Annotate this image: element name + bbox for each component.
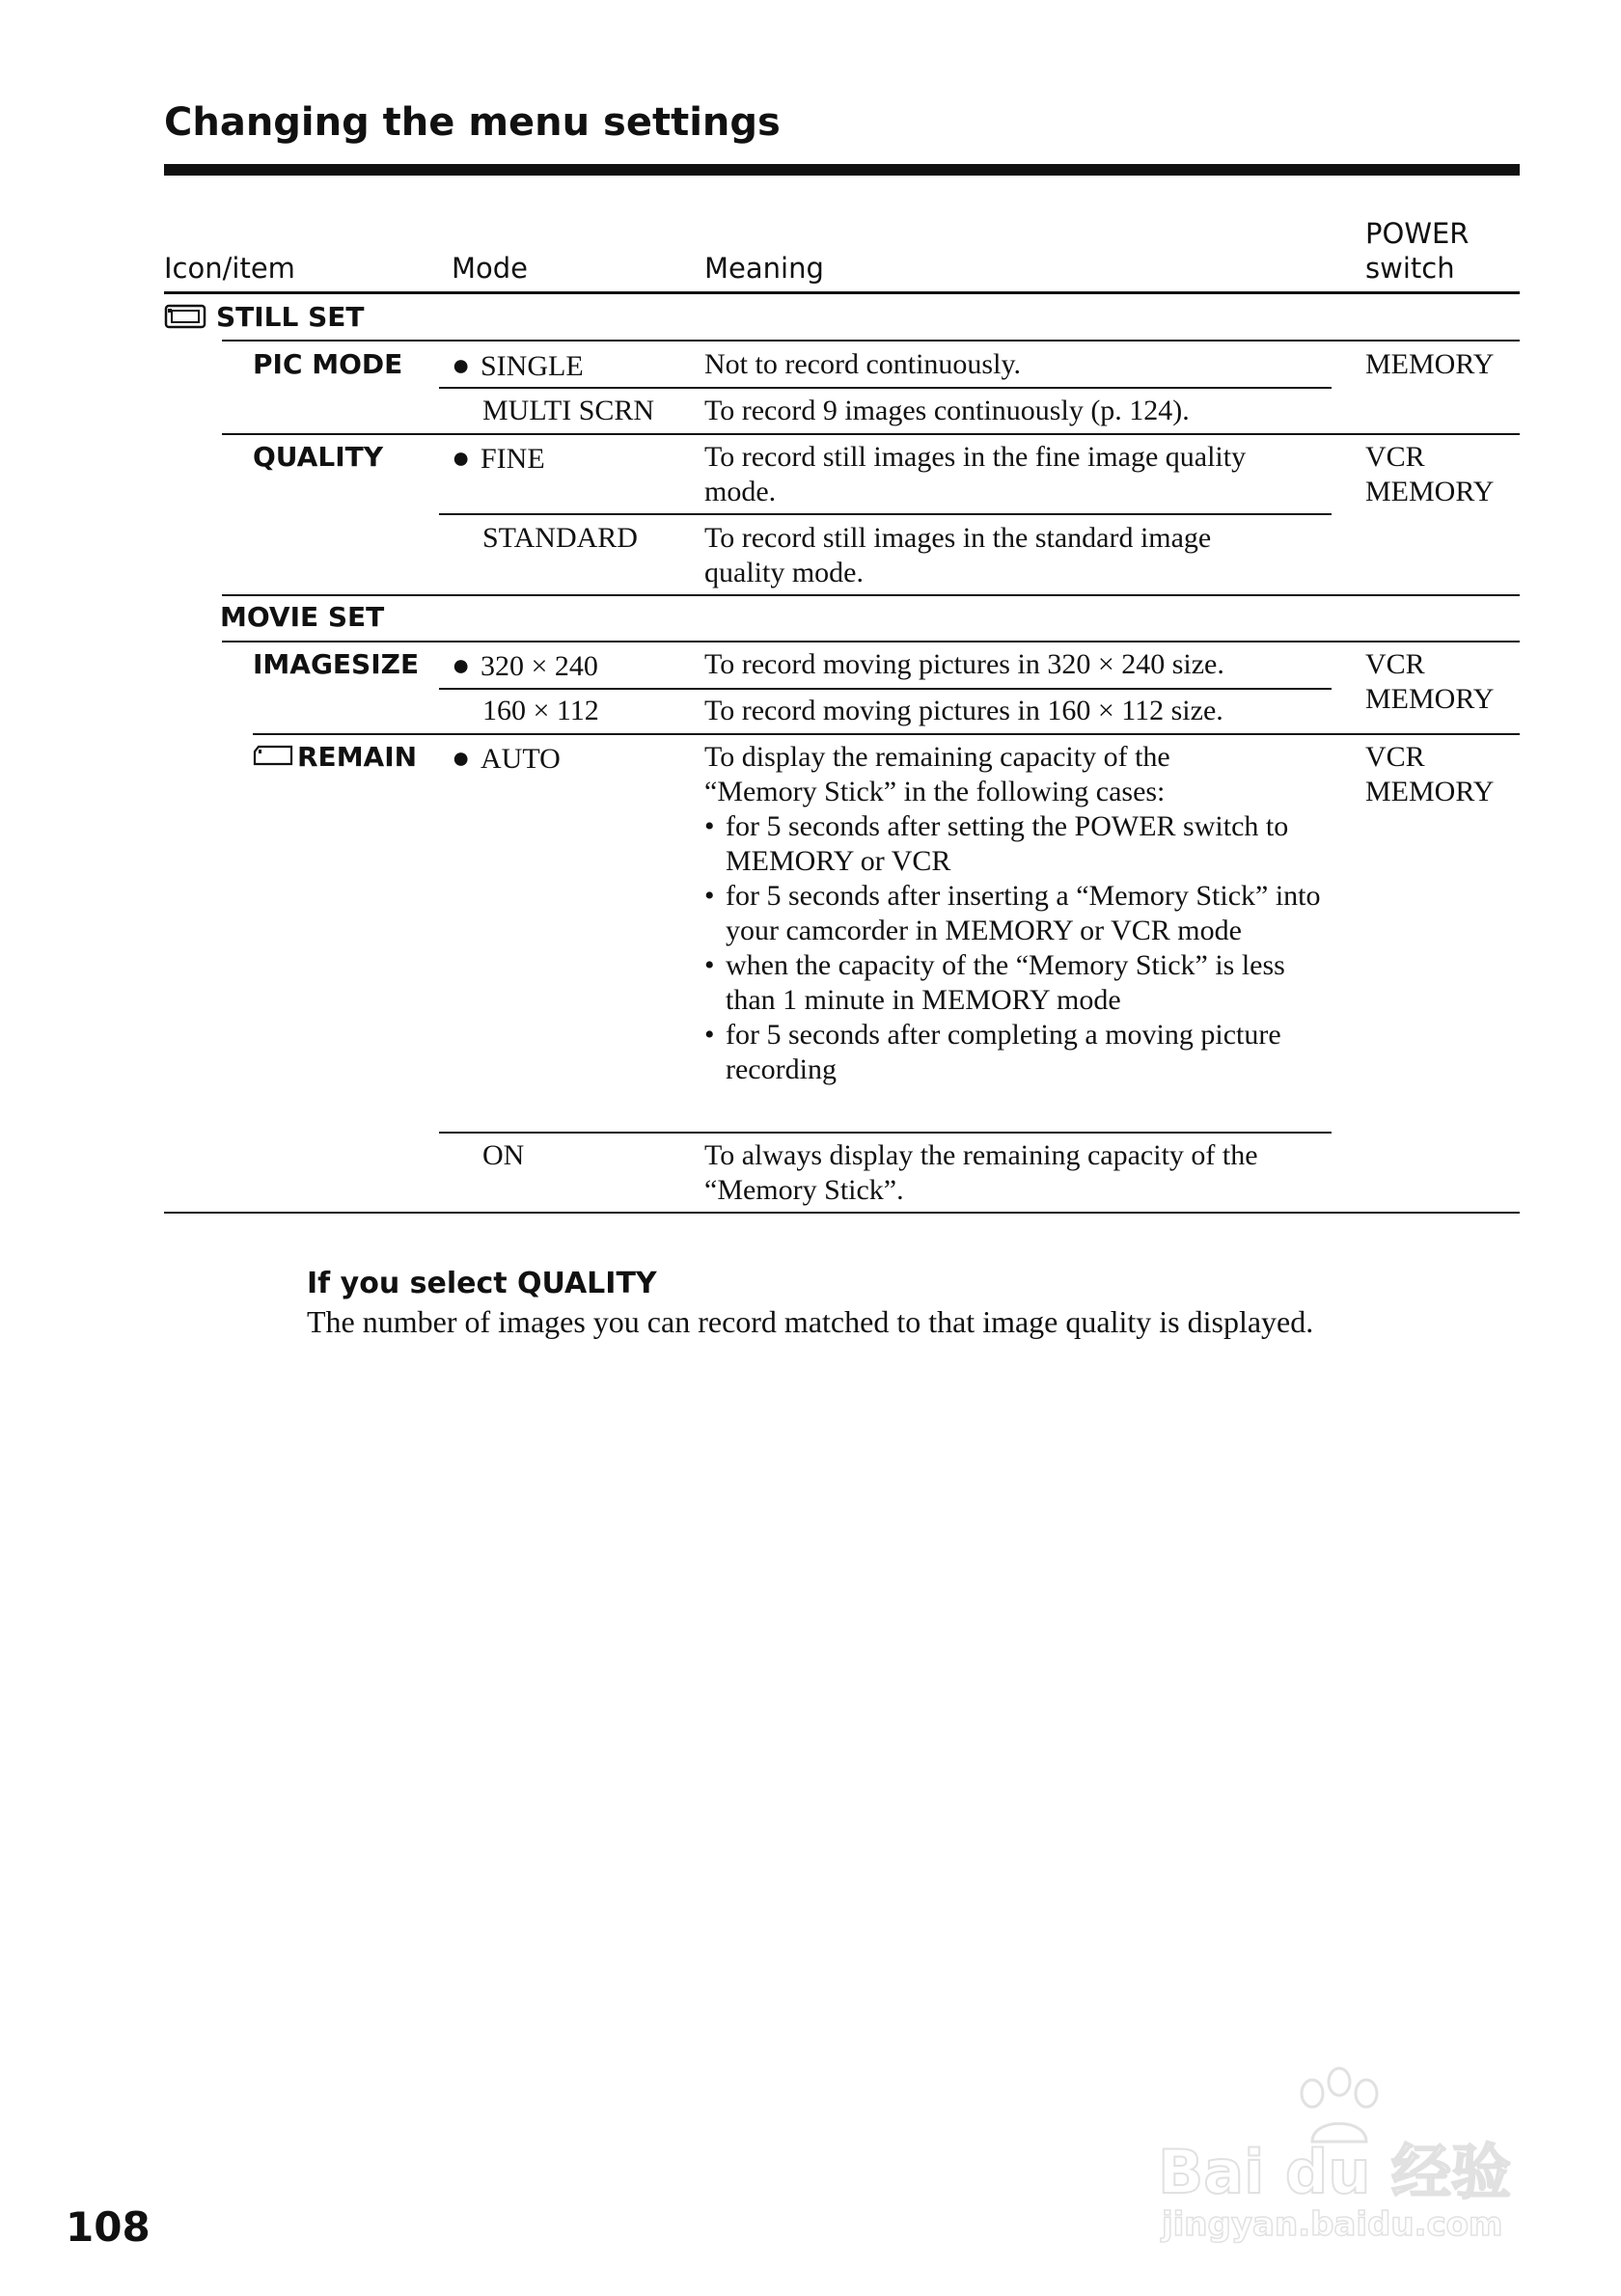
remain-on-meaning: To always display the remaining capacity of the “Memory Stick”. [704, 1139, 1258, 1206]
still-camera-icon [164, 303, 206, 339]
list-item: • for 5 seconds after setting the POWER switch to MEMORY or VCR [704, 809, 1326, 879]
note-text: The number of images you can record matched to that image quality is displayed. [307, 1304, 1314, 1339]
imagesize-320: ● 320 × 240 [452, 647, 598, 682]
imagesize-inner-rule [439, 688, 1332, 690]
pic-mode-single-meaning: Not to record continuously. [704, 348, 1021, 380]
note-heading: If you select QUALITY [307, 1267, 657, 1300]
quality-fine-meaning: To record still images in the fine image quality mode. [704, 441, 1247, 507]
default-marker-icon: ● [452, 647, 471, 682]
remain-on: ON [482, 1139, 525, 1171]
memory-stick-icon [253, 742, 293, 777]
imagesize-rule [253, 733, 1520, 735]
movie-set-group: MOVIE SET [220, 601, 385, 633]
quality-standard: STANDARD [482, 522, 638, 554]
pic-mode-multi-meaning: To record 9 images continuously (p. 124). [704, 395, 1190, 426]
column-header-icon-item: Icon/item [164, 252, 295, 285]
still-set-label: STILL SET [216, 301, 365, 333]
quality-item: QUALITY [253, 441, 383, 473]
remain-power: VCR MEMORY [1365, 741, 1495, 807]
remain-auto: ● AUTO [452, 740, 561, 775]
page-number: 108 [66, 2203, 151, 2251]
list-item: • for 5 seconds after completing a moving picture recording [704, 1018, 1285, 1087]
column-header-power [1365, 216, 1469, 286]
quality-standard-meaning: To record still images in the standard image quality mode. [704, 522, 1212, 588]
list-item: • when the capacity of the “Memory Stick” is less than 1 minute in MEMORY mode [704, 948, 1314, 1018]
default-marker-icon: ● [452, 347, 471, 382]
watermark-brand: Bai du 经验 [1158, 2137, 1512, 2207]
pic-mode-inner-rule [439, 387, 1332, 389]
quality-rule [222, 594, 1520, 596]
title-rule [164, 164, 1520, 176]
column-header-meaning: Meaning [704, 252, 824, 285]
baidu-watermark [1158, 2064, 1544, 2248]
imagesize-160: 160 × 112 [482, 695, 599, 726]
default-marker-icon: ● [452, 440, 471, 475]
quality-fine: ● FINE [452, 440, 545, 475]
list-item: • for 5 seconds after inserting a “Memory Stick” into your camcorder in MEMORY or VCR mode [704, 879, 1329, 948]
default-marker-icon: ● [452, 740, 471, 775]
watermark-url: jingyan.baidu.com [1162, 2205, 1503, 2244]
still-set-group [164, 300, 365, 339]
imagesize-320-meaning: To record moving pictures in 320 × 240 size. [704, 648, 1224, 680]
remain-inner-rule [439, 1132, 1332, 1134]
remain-auto-meaning: To display the remaining capacity of the “Memory Stick” in the following cases: • for 5 seconds after setting the POWER switch to MEMORY or VCR • for 5 seconds after inserting a “Memory Stick” into your camcorder in MEMORY or VCR mode • when the capacity of the “Memory Stick” is less than 1 minute in MEMORY mode • for 5 seconds after completing a moving picture recording [704, 740, 1332, 1087]
header-rule [164, 291, 1520, 294]
movie-set-rule [222, 641, 1520, 642]
page-title: Changing the menu settings [164, 100, 781, 145]
imagesize-160-meaning: To record moving pictures in 160 × 112 size. [704, 695, 1223, 726]
pic-mode-single: ● SINGLE [452, 347, 584, 382]
quality-inner-rule [439, 513, 1332, 515]
pic-mode-item: PIC MODE [253, 348, 403, 380]
remain-auto-bullet-list [704, 809, 1332, 1087]
imagesize-power: VCR MEMORY [1365, 648, 1495, 715]
still-set-rule [222, 340, 1520, 342]
column-header-mode: Mode [452, 252, 529, 285]
column-header-power-line1: POWER [1365, 217, 1470, 250]
table-bottom-rule [164, 1212, 1520, 1214]
pic-mode-multi: MULTI SCRN [482, 395, 655, 426]
column-header-power-line2: switch [1365, 252, 1455, 285]
pic-mode-rule [222, 433, 1520, 435]
imagesize-item: IMAGESIZE [253, 648, 420, 680]
pic-mode-power: MEMORY [1365, 348, 1495, 380]
remain-item: REMAIN [253, 740, 417, 777]
quality-power: VCR MEMORY [1365, 441, 1495, 507]
